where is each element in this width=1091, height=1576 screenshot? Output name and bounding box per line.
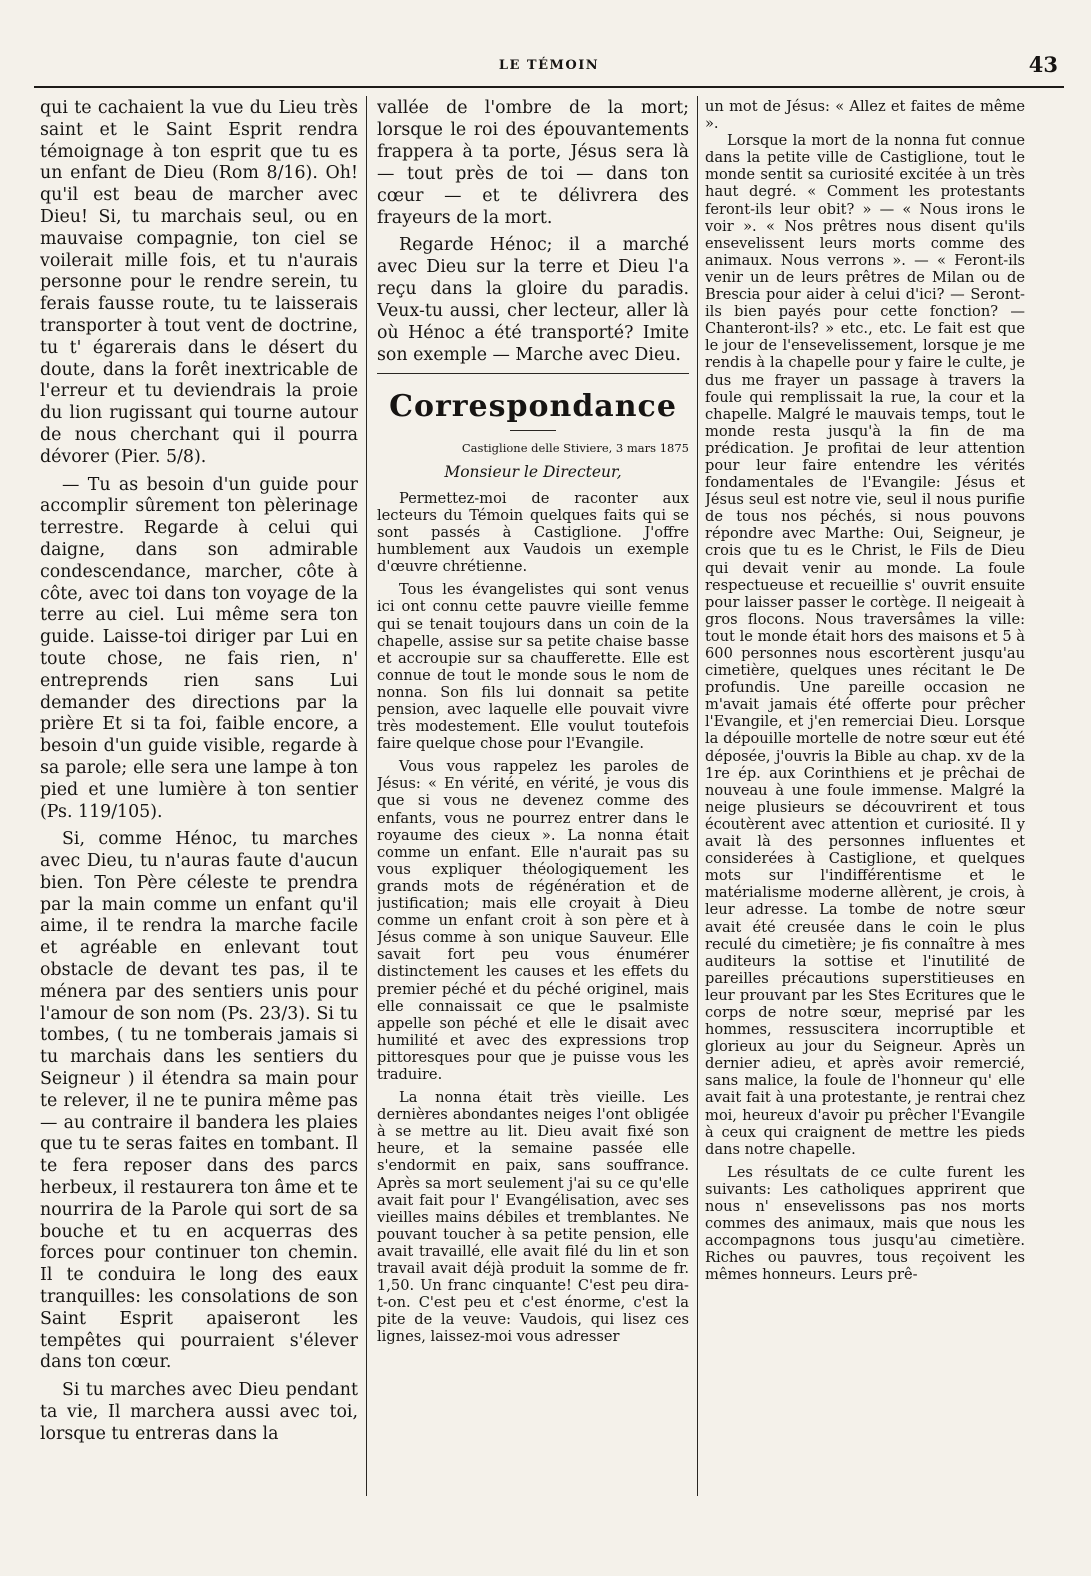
section-divider [377, 373, 689, 374]
paragraph: Lorsque la mort de la nonna fut connue dans la petite ville de Castiglione, tout le monde sentit sa curiosité excitée à un très haut degré. « Comment les protestants feront-ils leur obit? » — « Nous irons le voir ». « Nos prêtres nous disent qu'ils ensevelissent leurs morts comme des animaux. Nous verrons ». — « Feront-ils venir un de leurs prêtres de Milan ou de Brescia pour aider à celui d'ici? — Seront-ils bien payés pour cette fonction? — Chanteront-ils? » etc., etc. Le fait est que le jour de l'ensevelissement, lorsque je me rendis à la chapelle pour y faire le culte, je dus me frayer un passage à travers la foule qui remplissait la rue, la cour et la chapelle. Malgré le mauvais temps, tout le monde resta jusqu'à la fin de ma prédication. Je profitai de leur attention pour leur faire entendre les vérités fondamentales de l'Evangile: Jésus et Jésus seul est notre vie, seul il nous purifie de tous nos péchés, si nous pouvons répondre avec Marthe: Oui, Seigneur, je crois que tu es le Christ, le Fils de Dieu qui devait venir au monde. La foule respectueuse et recueillie s' ouvrit ensuite pour laisser passer le cortège. Il neigeait à gros flocons. Nous traversâmes la ville: tout le monde était hors des maisons et 5 à 600 personnes nous escortèrent jusqu'au cimetière, quelques unes récitant le De profundis. Une pareille occasion ne m'avait jamais été offerte pour prêcher l'Evangile, et j'en remerciai Dieu. Lorsque la dépouille mortelle de notre sœur eut été déposée, j'ouvris la Bible au chap. xv de la 1re ép. aux Corinthiens et je prêchai de nouveau à une foule immense. Malgré la neige plusieurs se découvrirent et tous écoutèrent avec attention et curiosité. Il y avait là des personnes influentes et considerées à Castiglione, et quelques mots sur l'indifférentisme et le matérialisme moderne allèrent, je crois, à leur adresse. La tombe de notre sœur avait été creusée dans le coin le plus reculé du cimetière; je fis connaître à mes auditeurs la sottise et l'inutilité de pareilles précautions superstitieuses en leur prouvant par les Stes Ecritures que le corps de notre sœur, meprisé par les hommes, ressuscitera incorruptible et glorieux au jour du Seigneur. Après un dernier adieu, et après avoir remercié, sans malice, la foule de l'honneur qu' elle avait fait à una protestante, je rentrai chez moi, heureux d'avoir pu prêcher l'Evangile à ceux qui craignent de mettre les pieds dans notre chapelle. [705, 132, 1025, 1158]
section-title: Correspondance [389, 388, 677, 424]
column-divider-2 [697, 96, 698, 1496]
paragraph: Permettez-moi de raconter aux lecteurs du Témoin quelques faits qui se sont passés à Castiglione. J'offre humblement aux Vaudois un exemple d'œuvre chrétienne. [377, 489, 689, 576]
column-3 [705, 98, 1025, 1283]
header-rule [34, 86, 1064, 88]
article-conclusion [377, 98, 689, 367]
column-divider-1 [366, 96, 367, 1496]
column-2 [377, 98, 689, 1345]
column-1 [40, 98, 358, 1446]
paragraph: Regarde Hénoc; il a marché avec Dieu sur la terre et Dieu l'a reçu dans la gloire du paradis. Veux-tu aussi, cher lecteur, aller là où Hénoc a été transporté? Imite son exemple — Marche avec Dieu. [377, 235, 689, 365]
paragraph: qui te cachaient la vue du Lieu très saint et le Saint Esprit rendra témoignage à ton esprit que tu es un enfant de Dieu (Rom 8/16). Oh! qu'il est beau de marcher avec Dieu! Si, tu marchais seul, ou en mauvaise compagnie, ton ciel se voilerait mille fois, et tu n'aurais personne pour le rendre serein, tu ferais fausse route, tu te laisserais transporter à tout vent de doctrine, tu t' égarerais dans le désert du doute, dans la forêt inextricable de l'erreur et tu deviendrais la proie du lion rugissant qui tourne autour de nous cherchant qui il pourra dévorer (Pier. 5/8). [40, 98, 358, 467]
page-header [34, 52, 1064, 82]
salutation: Monsieur le Directeur, [444, 462, 622, 481]
paragraph: Vous vous rappelez les paroles de Jésus: « En vérité, en vérité, je vous dis que si vous ne devenez comme des enfants, vous ne pourrez entrer dans le royaume des cieux ». La nonna était comme un enfant. Elle n'aurait pas su vous expliquer théologiquement les grands mots de régénération et de justification; mais elle croyait à Dieu comme un enfant croit à son père et à Jésus comme à son unique Sauveur. Elle savait fort peu vous énumérer distinctement les causes et les effets du premier péché et du péché originel, mais elle connaissait ce que le psalmiste appelle son péché et elle le disait avec humilité et avec des expressions trop pittoresques pour que je puisse vous les traduire. [377, 758, 689, 1083]
title-dash [510, 430, 556, 431]
paragraph: Si tu marches avec Dieu pendant ta vie, Il marchera aussi avec toi, lorsque tu entreras dans la [40, 1380, 358, 1444]
paragraph: La nonna était très vieille. Les dernières abondantes neiges l'ont obligée à se mettre au lit. Dieu avait fixé son heure, et la semaine passée elle s'endormit en paix, sans souffrance. Après sa mort seulement j'ai su ce qu'elle avait fait pour l' Evangélisation, avec ses vieilles mains débiles et tremblantes. Ne pouvant toucher à sa petite pension, elle avait travaillé, elle avait filé du lin et son travail avait déjà produit la somme de fr. 1,50. Un franc cinquante! C'est peu dira-t-on. C'est peu et c'est énorme, c'est la pite de la veuve: Vaudois, qui lisez ces lignes, laissez-moi vous adresser [377, 1089, 689, 1346]
paragraph: — Tu as besoin d'un guide pour accomplir sûrement ton pèlerinage terrestre. Regarde à celui qui daigne, dans son admirable condescendance, marcher, côte à côte, avec toi dans ton voyage de la terre au ciel. Lui même sera ton guide. Laisse-toi diriger par Lui en toute chose, ne fais rien, n' entreprends rien sans Lui demander des directions par la prière Et si ta foi, faible encore, a besoin d'un guide visible, regarde à sa parole; elle sera une lampe à ton pied et une lumière à ton sentier (Ps. 119/105). [40, 474, 358, 822]
dateline: Castiglione delle Stiviere, 3 mars 1875 [461, 440, 689, 455]
page-number: 43 [1028, 52, 1058, 77]
paragraph: un mot de Jésus: « Allez et faites de même ». [705, 98, 1025, 133]
paragraph: Les résultats de ce culte furent les suivants: Les catholiques apprirent que nous n' ensevelissons pas nos morts commes des animaux, mais que nous les accompagnons tous jusqu'au cimetière. Riches ou pauvres, tous reçoivent les mêmes honneurs. Leurs prê- [705, 1163, 1025, 1284]
paragraph: Si, comme Hénoc, tu marches avec Dieu, tu n'auras faute d'aucun bien. Ton Père céleste te prendra par la main comme un enfant qu'il aime, il te rendra la marche facile et agréable en enlevant tout obstacle de devant tes pas, il te ménera par des sentiers unis pour l'amour de son nom (Ps. 23/3). Si tu tombes, ( tu ne tomberais jamais si tu marchais dans les sentiers du Seigneur ) il étendra sa main pour te relever, il ne te punira même pas — au contraire il bandera les plaies que tu te seras faites en tombant. Il te fera reposer dans des parcs herbeux, il restaurera ton âme et te nourrira de la Parole qui sort de sa bouche et tu en acquerras des forces pour continuer ton chemin. Il te conduira le long des eaux tranquilles: les consolations de son Saint Esprit apaiseront les tempêtes qui pourraient s'élever dans ton cœur. [40, 829, 358, 1373]
paragraph: vallée de l'ombre de la mort; lorsque le roi des épouvantements frappera à ta porte, Jésus sera là — tout près de toi — dans ton cœur — et te délivrera des frayeurs de la mort. [377, 98, 689, 228]
paragraph: Tous les évangelistes qui sont venus ici ont connu cette pauvre vieille femme qui se tenait toujours dans un coin de la chapelle, assise sur sa petite chaise basse et accroupie sur sa chaufferette. Elle est connue de tout le monde sous le nom de nonna. Son fils lui donnait sa petite pension, avec laquelle elle pouvait vivre très modestement. Elle voulut toutefois faire quelque chose pour l'Evangile. [377, 581, 689, 753]
running-title: LE TÉMOIN [498, 58, 600, 73]
